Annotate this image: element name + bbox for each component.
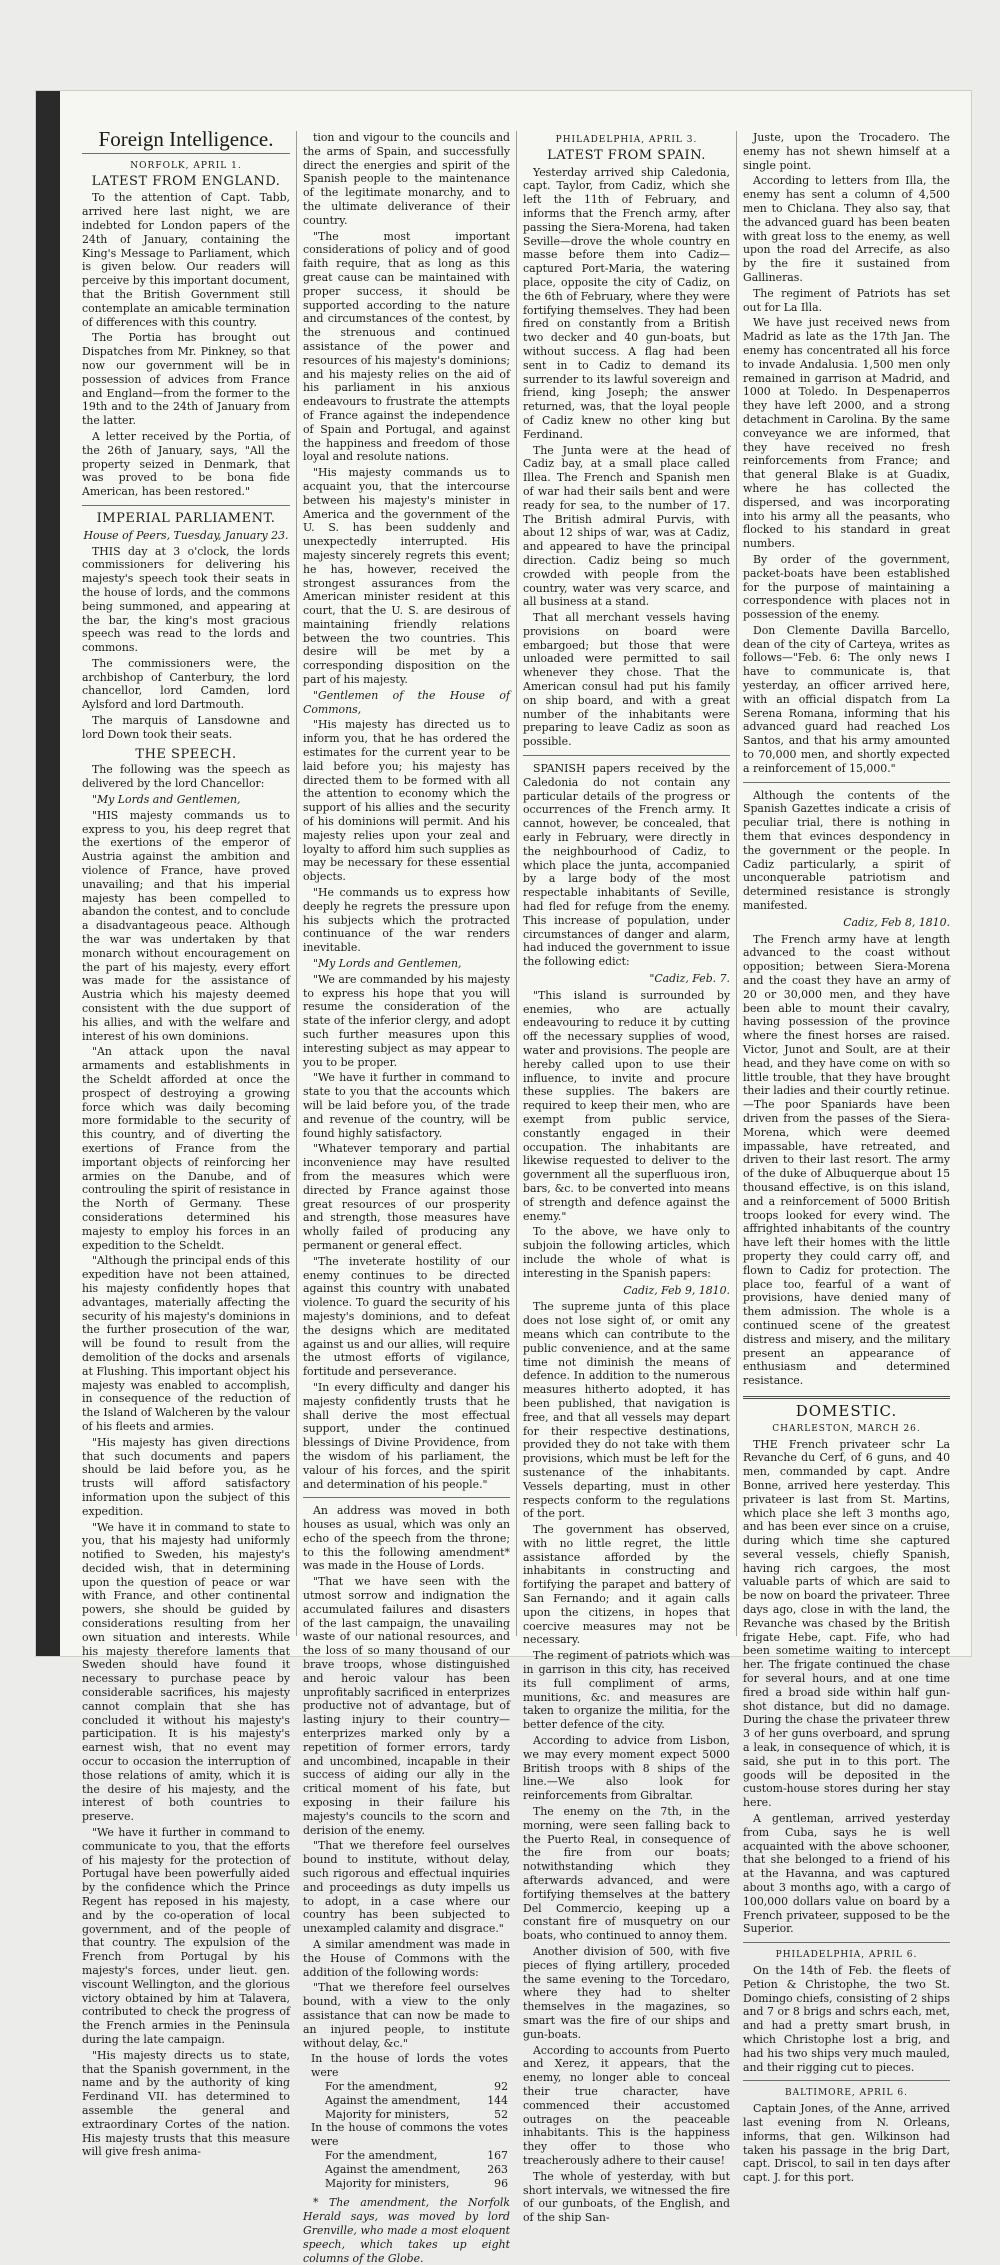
dateline-philadelphia: PHILADELPHIA, APRIL 3. [555, 135, 698, 145]
vote-label: Against the amendment, [325, 2162, 461, 2176]
column-4 [736, 131, 956, 2185]
speech-intro: The following was the speech as delivered by the lord Chancellor: [82, 763, 290, 791]
column-3 [516, 131, 736, 2225]
speech-paragraph: "An attack upon the naval armaments and establishments in the Scheldt afforded at once the prospect of destroying a growing force which was daily becoming more formidable to the security of this country, and of diverting the exertions of France from the important objects of reinforcing her armies on the Danube, and of controuling the spirit of resistance in the North of Germany. These considerations determined his majesty to employ his forces in an expedition to the Scheldt. [82, 1045, 290, 1252]
paragraph: The French army have at length advanced to the coast without opposition; between Siera-Morena and the coast they have an army of 20 or 30,000 men, and they have been able to mount their cavalry, having possession of the province where the finest horses are raised. Victor, Junot and Soult, are at their head, and they have come on with so little trouble, that they have brought their ladies and their courtly retinue.—The poor Spaniards have been driven from the passes of the Siera-Morena, which were deemed impassable, have retreated, and driven to their last resort. The army of the duke of Albuquerque about 15 thousand effective, is on this island, and a reinforcement of 5000 British troops looked for every wind. The affrighted inhabitants of the country have left their homes with the little property they could carry off, and flown to Cadiz for protection. The place too, fearful of a want of provisions, have denied many of them admission. The whole is a continued scene of the greatest distress and misery, and the military present an appearance of enthusiasm and determined resistance. [743, 932, 950, 1388]
column-2 [296, 131, 516, 2265]
paragraph: That all merchant vessels having provisions on board were embargoed; but those that were unloaded were permitted to sail whenever they chose. That the American consul had put his family on ship board, and with a great number of the inhabitants were preparing to leave Cadiz as soon as possible. [523, 611, 730, 749]
section-divider [523, 755, 730, 756]
paragraph: To the attention of Capt. Tabb, arrived here last night, we are indebted for London papers of the 24th of January, containing the King's Message to Parliament, which is given below. Our readers will perceive by this important document, that the British Government still contemplate an amicable termination of differences with this country. [82, 191, 290, 329]
paragraph: "That we therefore feel ourselves bound to institute, without delay, such rigorous and effectual inquiries and proceedings as duty impells us to adopt, in a case where our country has been subjected to unexampled calamity and disgrace." [303, 1839, 510, 1936]
paragraph: According to accounts from Puerto and Xerez, it appears, that the enemy, no longer able to conceal their true character, have commenced their accustomed outrages on the peaceable inhabitants. This is the happiness they offer to those who treacherously adhere to their cause! [523, 2043, 730, 2167]
vote-label: For the amendment, [325, 2148, 438, 2162]
paragraph: We have just received news from Madrid as late as the 17th Jan. The enemy has concentrated all his force to invade Andalusia. 1,500 men only remained in garrison at Madrid, and 1000 at Toledo. In Despenaperros they have left 2000, and a strong detachment in Carolina. By the same conveyance we are informed, that they have received no fresh reinforcements from France; and that general Blake is at Guadix, where he has collected the dispersed, and was incorporating into his army all the peasants, who flocked to his standard in great numbers. [743, 316, 950, 551]
paragraph: "That we have seen with the utmost sorrow and indignation the accumulated failures and disasters of the last campaign, the unavailing waste of our national resources, and the loss of so many thousand of our brave troops, whose distinguished and heroic valour has been unprofitably sacrificed in enterprizes productive not of advantage, but of lasting injury to their country—enterprizes marked only by a repetition of former errors, tardy and uncombined, incapable in their success of aiding our ally in the critical moment of his fate, but exposing in their failure his majesty's councils to the scorn and derision of the enemy. [303, 1575, 510, 1837]
paragraph: SPANISH papers received by the Caledonia do not contain any particular details of the progress or occurrences of the French army. It cannot, however, be concealed, that early in February, were directly in the neighbourhood of Cadiz, to which place the junta, accompanied by a large body of the most respectable inhabitants of Seville, had fled for refuge from the enemy. This increase of population, under circumstances of danger and alarm, had induced the government to issue the following edict: [523, 762, 730, 969]
footnote: * The amendment, the Norfolk Herald says, was moved by lord Grenville, who made a most eloquent speech, which takes up eight columns of the Globe. [303, 2196, 510, 2265]
paragraph: "His majesty has directed us to inform you, that he has ordered the estimates for the current year to be laid before you; his majesty has directed them to be formed with all the attention to economy which the support of his allies and the security of his dominions will permit. And his majesty relies upon your zeal and loyalty to afford him such supplies as may be necessary for these essential objects. [303, 718, 510, 884]
paragraph: THE French privateer schr La Revanche du Cerf, of 6 guns, and 40 men, commanded by capt. Andre Bonne, arrived here yesterday. This privateer is last from St. Martins, which place she left 3 months ago, and has been ever since on a cruise, during which time she captured several vessels, chiefly Spanish, having rich cargoes, the most valuable parts of which are said to be now on board the privateer. Three days ago, close in with the land, the Revanche was chased by the British frigate Hebe, capt. Fife, who had been sometime waiting to intercept her. The frigate continued the chase for several hours, and at one time fired a broad side within half gun-shot distance, but did no damage. During the chase the privateer threw 3 of her guns overboard, and sprung a leak, in consequence of which, it is said, she put in to this port. The goods will be deposited in the custom-house stores during her stay here. [743, 1437, 950, 1810]
section-divider [743, 782, 950, 783]
speech-paragraph: "HIS majesty commands us to express to you, his deep regret that the exertions of the emperor of Austria against the ambition and violence of France, have proved unavailing; and that his imperial majesty has been compelled to abandon the contest, and to conclude a disadvantageous peace. Although the war was undertaken by that monarch without encouragement on the part of his majesty, every effort was made for the assistance of Austria which his majesty deemed consistent with the due support of his allies, and with the welfare and interest of his own dominions. [82, 808, 290, 1043]
vote-count: 92 [494, 2079, 508, 2093]
dateline-charleston: CHARLESTON, MARCH 26. [772, 1423, 921, 1434]
votes-caption-commons: In the house of commons the votes were [311, 2121, 508, 2149]
table-row [303, 2080, 510, 2094]
table-row [303, 2149, 510, 2163]
paragraph: "Whatever temporary and partial inconvenience may have resulted from the measures which were directed by France against those great resources of our prosperity and strength, those measures have wholly failed of producing any permanent or general effect. [303, 1142, 510, 1252]
paragraph: A letter received by the Portia, of the 26th of January, says, "All the property seized in Denmark, that was proved to be bona fide American, has been restored." [82, 429, 290, 499]
paragraph: "We have it further in command to state to you that the accounts which will be laid before you, of the trade and revenue of the country, will be found highly satisfactory. [303, 1071, 510, 1140]
paragraph: "This island is surrounded by enemies, who are actually endeavouring to reduce it by cutting off the necessary supplies of wood, water and provisions. The people are hereby called upon to use their influence, to invite and procure these supplies. The bakers are required to keep their men, who are exempt from public service, constantly engaged in their occupation. The inhabitants are likewise requested to deliver to the government all the superfluous iron, bars, &c. to be converted into means of strength and defence against the enemy." [523, 988, 730, 1223]
paragraph: Captain Jones, of the Anne, arrived last evening from N. Orleans, informs, that gen. Wilkinson had taken his passage in the brig Dart, capt. Driscol, to sail in ten days after capt. J. for this port. [743, 2102, 950, 2185]
paragraph: "The inveterate hostility of our enemy continues to be directed against this country with unabated violence. To guard the security of his majesty's dominions, and to defeat the designs which are meditated against us and our allies, will require the utmost efforts of vigilance, fortitude and perseverance. [303, 1254, 510, 1379]
dateline-cadiz: "Cadiz, Feb. 7. [649, 972, 730, 986]
paragraph: "The most important considerations of policy and of good faith require, that as long as this great cause can be maintained with proper success, it should be supported according to the nature and circumstances of the contest, by the strenuous and continued assistance of the power and resources of his majesty's dominions; and his majesty relies on the aid of his parliament in his anxious endeavours to frustrate the attempts of France against the independence of Spain and Portugal, and against the happiness and freedom of those loyal and resolute nations. [303, 229, 510, 464]
lords-salutation: "My Lords and Gentlemen, [313, 957, 462, 971]
dateline-baltimore: BALTIMORE, APRIL 6. [785, 2088, 908, 2099]
paragraph: tion and vigour to the councils and the arms of Spain, and successfully direct the energies and spirit of the Spanish people to the maintenance of the legitimate monarchy, and to the ultimate deliverance of their country. [303, 131, 510, 227]
paragraph: The regiment of Patriots has set out for La Illa. [743, 286, 950, 314]
paragraph: "His majesty commands us to acquaint you, that the intercourse between his majesty's minister in America and the government of the U. S. has been suddenly and unexpectedly interrupted. His majesty sincerely regrets this event; he has, however, received the strongest assurances from the American minister resident at this court, that the U. S. are desirous of maintaining friendly relations between the two countries. This desire will be met by a corresponding disposition on the part of his majesty. [303, 466, 510, 687]
vote-count: 96 [494, 2176, 508, 2190]
paragraph: According to letters from Illa, the enemy has sent a column of 4,500 men to Chiclana. They also say, that the advanced guard has been beaten with great loss to the enemy, as well upon the road del Arrecife, as also by the fire it sustained from Gallineras. [743, 174, 950, 284]
paragraph: To the above, we have only to subjoin the following articles, which include the whole of what is interesting in the Spanish papers: [523, 1225, 730, 1280]
vote-label: Against the amendment, [325, 2093, 461, 2107]
vote-label: Majority for ministers, [325, 2107, 450, 2121]
vote-count: 167 [487, 2148, 508, 2162]
column-container [76, 127, 956, 2265]
scan-binding-edge [36, 91, 60, 1656]
dateline-philadelphia: PHILADELPHIA, APRIL 6. [775, 1950, 918, 1961]
paragraph: "We are commanded by his majesty to express his hope that you will resume the consideration of the state of the inferior clergy, and adopt such further measures upon this interesting subject as may appear to you to be proper. [303, 972, 510, 1069]
masthead-title: Foreign Intelligence. [82, 133, 290, 154]
dateline-cadiz: Cadiz, Feb 8, 1810. [843, 915, 950, 929]
paragraph: The enemy on the 7th, in the morning, were seen falling back to the Puerto Real, in consequence of the fire from our boats; notwithstanding which they afterwards advanced, and were fortifying themselves at the battery Del Commercio, keeping up a constant fire of musquetry on our boats, who continued to annoy them. [523, 1805, 730, 1943]
vote-count: 144 [487, 2093, 508, 2107]
paragraph: The supreme junta of this place does not lose sight of, or omit any means which can contribute to the public convenience, and at the same time not diminish the means of defence. In addition to the numerous measures hitherto adopted, it has been published, that navigation is free, and that all vessels may depart for their respective destinations, provided they do not take with them provisions, which must be left for the sustenance of the inhabitants. Vessels departing, must in other respects conform to the regulations of the port. [523, 1300, 730, 1521]
paragraph: Don Clemente Davilla Barcello, dean of the city of Carteya, writes as follows—"Feb. 6: The only news I have to communicate is, that yesterday, an officer arrived here, with an official dispatch from La Serena Romana, informing that his advanced guard had reached Los Santos, and that his army amounted to 70,000 men, and shortly expected a reinforcement of 15,000." [743, 623, 950, 775]
headline-england: LATEST FROM ENGLAND. [91, 173, 281, 189]
vote-count: 52 [494, 2107, 508, 2121]
vote-label: Majority for ministers, [325, 2176, 450, 2190]
commons-salutation: "Gentlemen of the House of Commons, [303, 688, 510, 716]
paragraph: "He commands us to express how deeply he regrets the pressure upon his subjects which the protracted continuance of the war renders inevitable. [303, 886, 510, 955]
section-domestic: DOMESTIC. [795, 1401, 898, 1420]
vote-count: 263 [487, 2162, 508, 2176]
paragraph: An address was moved in both houses as usual, which was only an echo of the speech from the throne; to this the following amendment* was made in the House of Lords. [303, 1504, 510, 1573]
speech-heading: THE SPEECH. [135, 746, 237, 762]
paragraph: A similar amendment was made in the House of Commons with the addition of the following words: [303, 1938, 510, 1979]
paragraph: Yesterday arrived ship Caledonia, capt. Taylor, from Cadiz, which she left the 11th of February, and informs that the French army, after passing the Siera-Morena, had taken Seville—drove the whole country en masse before them into Cadiz—captured Port-Maria, the watering place, opposite the city of Cadiz, on the 6th of February, where they were fortifying themselves. They had been fired on constantly from a British two decker and 40 gun-boats, but without success. A flag had been sent in to Cadiz to demand its surrender to its lawful sovereign and friend, king Joseph; the answer returned, was, that the loyal people of Cadiz knew no other king but Ferdinand. [523, 165, 730, 441]
paragraph: The government has observed, with no little regret, the little assistance afforded by the inhabitants in constructing and fortifying the parapet and battery of San Fernando; and it again calls upon the citizens, in hopes that coercive measures may not be necessary. [523, 1523, 730, 1647]
votes-caption-lords: In the house of lords the votes were [311, 2052, 508, 2080]
votes-table [303, 2052, 510, 2190]
paragraph: The whole of yesterday, with but short intervals, we witnessed the fire of our gunboats, of the English, and of the ship San- [523, 2169, 730, 2225]
section-divider [743, 1396, 950, 1399]
table-row [303, 2177, 510, 2191]
paragraph: Juste, upon the Trocadero. The enemy has not shewn himself at a single point. [743, 131, 950, 172]
paragraph: By order of the government, packet-boats have been established for the purpose of maintaining a correspondence with places not in possession of the enemy. [743, 552, 950, 622]
speech-paragraph: "We have it further in command to communicate to you, that the efforts of his majesty for the protection of Portugal have been powerfully aided by the confidence which the Prince Regent has reposed in his majesty, and by the co-operation of local government, and of the people of that country. The expulsion of the French from Portugal by his majesty's forces, under lieut. gen. viscount Wellington, and the glorious victory obtained by him at Talavera, contributed to check the progress of the French armies in the Peninsula during the late campaign. [82, 1826, 290, 2046]
headline-spain: LATEST FROM SPAIN. [547, 147, 706, 163]
paragraph: The marquis of Lansdowne and lord Down took their seats. [82, 714, 290, 741]
vote-label: For the amendment, [325, 2079, 438, 2093]
section-divider [82, 505, 290, 506]
paragraph: The regiment of patriots which was in garrison in this city, has received its full compliment of arms, munitions, &c. and measures are taken to organize the militia, for the better defence of the city. [523, 1649, 730, 1732]
paragraph: "That we therefore feel ourselves bound, with a view to the only assistance that can now be made to an injured people, to institute without delay, &c." [303, 1981, 510, 2050]
paragraph: On the 14th of Feb. the fleets of Petion & Christophe, the two St. Domingo chiefs, consisting of 2 ships and 7 or 8 brigs and schrs each, met, and had a pretty smart brush, in which Christophe lost a brig, and had his two ships very much mauled, and their rigging cut to pieces. [743, 1964, 950, 2074]
paragraph: According to advice from Lisbon, we may every moment expect 5000 British troops with 8 ships of the line.—We also look for reinforcements from Gibraltar. [523, 1734, 730, 1803]
paragraph: THIS day at 3 o'clock, the lords commissioners for delivering his majesty's speech took their seats in the house of lords, and the commons being summoned, and appearing at the bar, the king's most gracious speech was read to the lords and commons. [82, 544, 290, 655]
speech-paragraph: "His majesty directs us to state, that the Spanish government, in the name and by the authority of king Ferdinand VII. has determined to assemble the general and extraordinary Cortes of the nation. His majesty trusts that this measure will give fresh anima- [82, 2048, 290, 2159]
table-row [303, 2163, 510, 2177]
paragraph: Another division of 500, with five pieces of flying artillery, proceded the same evening to the Torcedaro, where they had to shelter themselves in the magazines, so smart was the fire of our ships and gun-boats. [523, 1945, 730, 2041]
table-row [303, 2108, 510, 2122]
section-divider [303, 1497, 510, 1498]
paragraph: Although the contents of the Spanish Gazettes indicate a crisis of peculiar trial, there is nothing in them that evinces despondency in the government or the people. In Cadiz particularly, a spirit of unconquerable patriotism and determined resistance is strongly manifested. [743, 788, 950, 913]
subsection-house-of-peers: House of Peers, Tuesday, January 23. [83, 528, 289, 542]
section-divider [743, 1942, 950, 1943]
dateline-norfolk: NORFOLK, APRIL 1. [130, 160, 242, 171]
speech-paragraph: "We have it in command to state to you, that his majesty had uniformly notified to Sweden, his majesty's decided wish, that in determining upon the question of peace or war with France, and other continental powers, she should be guided by considerations resulting from her own situation and interests. While his majesty therefore laments that Sweden should have found it necessary to purchase peace by considerable sacrifices, his majesty cannot complain that she has concluded it without his majesty's participation. It is his majesty's earnest wish, that no event may occur to occasion the interruption of those relations of amity, which it is the desire of his majesty, and the interest of both countries to preserve. [82, 1520, 290, 1824]
speech-paragraph: "Although the principal ends of this expedition have not been attained, his majesty confidently hopes that advantages, materially affecting the security of his majesty's dominions in the further prosecution of the war, will be found to result from the demolition of the docks and arsenals at Flushing. This important object his majesty was enabled to accomplish, in consequence of the reduction of the Island of Walcheren by the valour of his fleets and armies. [82, 1254, 290, 1433]
paragraph: A gentleman, arrived yesterday from Cuba, says he is well acquainted with the above schooner, that she belonged to a friend of his at the Havanna, and was captured about 3 months ago, with a cargo of 100,000 dollars value on board by a French privateer, supposed to be the Superior. [743, 1812, 950, 1936]
salutation: "My Lords and Gentlemen, [92, 793, 241, 807]
column-1 [76, 127, 296, 2159]
paragraph: The Portia has brought out Dispatches from Mr. Pinkney, so that now our government will be in possession of advices from France and England—from the former to the 19th and to the 24th of January from the latter. [82, 331, 290, 428]
paragraph: "In every difficulty and danger his majesty confidently trusts that he shall derive the most effectual support, under the continued blessings of Divine Providence, from the wisdom of his parliament, the valour of his forces, and the spirit and determination of his people." [303, 1380, 510, 1491]
table-row [303, 2094, 510, 2108]
paragraph: The Junta were at the head of Cadiz bay, at a small place called Illea. The French and Spanish men of war had their sails bent and were ready for sea, to the number of 17. The British admiral Purvis, with about 12 ships of war, was at Cadiz, and appeared to have the principal direction. Cadiz being so much crowded with people from the country, water was very scarce, and all business at a stand. [523, 443, 730, 609]
section-imperial-parliament: IMPERIAL PARLIAMENT. [96, 510, 276, 526]
section-divider [743, 2080, 950, 2081]
paragraph: The commissioners were, the archbishop of Canterbury, the lord chancellor, lord Camden, lord Aylsford and lord Dartmouth. [82, 656, 290, 712]
newspaper-page [35, 90, 972, 2265]
speech-paragraph: "His majesty has given directions that such documents and papers should be laid before you, as he trusts will afford satisfactory information upon the subject of this expedition. [82, 1435, 290, 1518]
dateline-cadiz: Cadiz, Feb 9, 1810. [623, 1283, 730, 1297]
